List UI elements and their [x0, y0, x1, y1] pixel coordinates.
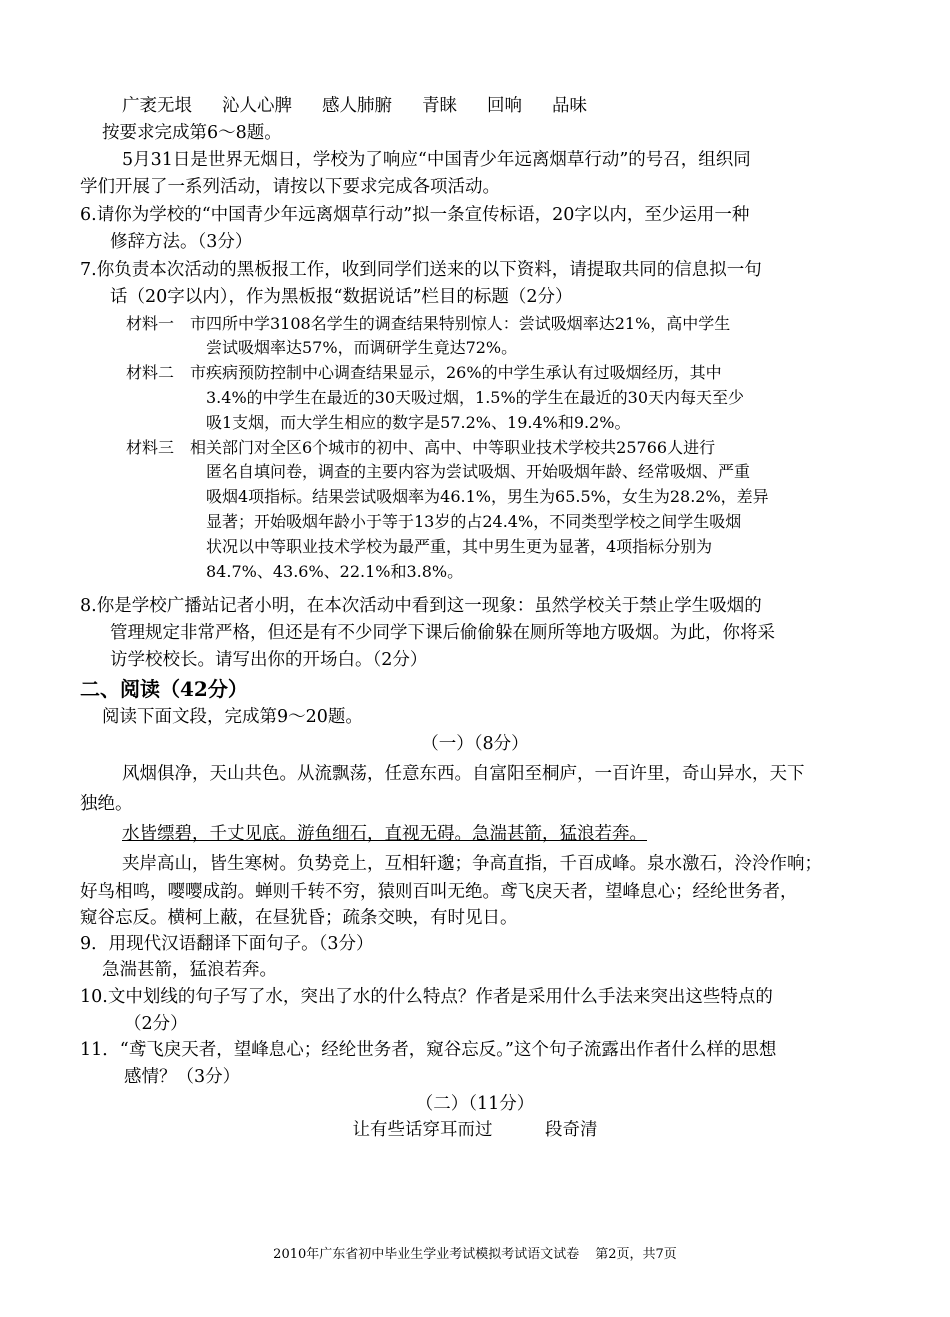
- passage-line: 风烟俱净，天山共色。从流飘荡，任意东西。自富阳至桐庐，一百许里，奇山异水，天下: [122, 764, 805, 784]
- underlined-sentence: 水皆缥碧，千丈见底。游鱼细石，直视无碍。急湍甚箭，猛浪若奔。: [122, 824, 647, 844]
- reading-instruction: 阅读下面文段，完成第9～20题。: [102, 707, 363, 727]
- footer-title: 2010年广东省初中毕业生学业考试模拟考试语文试卷: [273, 1247, 580, 1262]
- question-11: 11．“鸢飞戾天者，望峰息心；经纶世务者，窥谷忘反。”这个句子流露出作者什么样的思想: [80, 1040, 777, 1060]
- question-8: 8.你是学校广播站记者小明，在本次活动中看到这一现象：虽然学校关于禁止学生吸烟的: [80, 596, 762, 616]
- question-10: 10.文中划线的句子写了水，突出了水的什么特点？作者是采用什么手法来突出这些特点的: [80, 987, 773, 1007]
- passage-line: 好鸟相鸣，嘤嘤成韵。蝉则千转不穷，猿则百叫无绝。鸢飞戾天者，望峰息心；经纶世务者，: [80, 882, 798, 902]
- material-3-cont: 状况以中等职业技术学校为最严重，其中男生更为显著，4项指标分别为: [206, 537, 713, 556]
- section-heading: 二、阅读（42分）: [80, 677, 248, 701]
- page-footer: [0, 1246, 950, 1264]
- context-line: 5月31日是世界无烟日，学校为了响应“中国青少年远离烟草行动”的号召，组织同: [122, 150, 751, 170]
- passage-2-title: 让有些话穿耳而过 段奇清: [352, 1120, 598, 1140]
- question-11-cont: 感情？（3分）: [124, 1067, 241, 1087]
- question-9: 9．用现代汉语翻译下面句子。（3分）: [80, 934, 374, 954]
- material-3-cont: 84.7%、43.6%、22.1%和3.8%。: [206, 562, 464, 581]
- instruction-6-8: 按要求完成第6～8题。: [102, 123, 282, 143]
- passage-2-heading: （二）（11分）: [415, 1094, 535, 1114]
- question-9-sentence: 急湍甚箭，猛浪若奔。: [102, 960, 277, 980]
- question-7: 7.你负责本次活动的黑板报工作，收到同学们送来的以下资料，请提取共同的信息拟一句: [80, 260, 762, 280]
- passage-line: 独绝。: [80, 794, 133, 814]
- material-1-cont: 尝试吸烟率达57%，而调研学生竟达72%。: [206, 338, 518, 357]
- question-8-cont: 访学校校长。请写出你的开场白。（2分）: [110, 650, 428, 670]
- question-6-cont: 修辞方法。（3分）: [110, 232, 253, 252]
- material-2: 材料二 市疾病预防控制中心调查结果显示，26%的中学生承认有过吸烟经历，其中: [126, 363, 722, 382]
- context-line: 学们开展了一系列活动，请按以下要求完成各项活动。: [80, 177, 500, 197]
- passage-1-heading: （一）（8分）: [421, 734, 529, 754]
- word-bank-item: 品味: [552, 96, 587, 116]
- material-3: 材料三 相关部门对全区6个城市的初中、高中、中等职业技术学校共25766人进行: [126, 438, 716, 457]
- material-1: 材料一 市四所中学3108名学生的调查结果特别惊人：尝试吸烟率达21%，高中学生: [126, 314, 731, 333]
- passage-line: 夹岸高山，皆生寒树。负势竞上，互相轩邈；争高直指，千百成峰。泉水激石，泠泠作响；: [122, 854, 822, 874]
- word-bank-item: 感人肺腑: [322, 96, 392, 116]
- word-bank-item: 沁人心脾: [222, 96, 292, 116]
- word-bank: [122, 94, 617, 118]
- material-3-cont: 匿名自填问卷，调查的主要内容为尝试吸烟、开始吸烟年龄、经常吸烟、严重: [206, 462, 751, 481]
- question-10-cont: （2分）: [124, 1014, 188, 1034]
- word-bank-item: 回响: [487, 96, 522, 116]
- word-bank-item: 广袤无垠: [122, 96, 192, 116]
- passage-line: 窥谷忘反。横柯上蔽，在昼犹昏；疏条交映，有时见日。: [80, 908, 518, 928]
- word-bank-item: 青睐: [422, 96, 457, 116]
- question-7-cont: 话（20字以内），作为黑板报“数据说话”栏目的标题（2分）: [110, 287, 573, 307]
- material-3-cont: 吸烟4项指标。结果尝试吸烟率为46.1%，男生为65.5%，女生为28.2%，差异: [206, 487, 769, 506]
- material-2-cont: 3.4%的中学生在最近的30天吸过烟，1.5%的学生在最近的30天内每天至少: [206, 388, 745, 407]
- material-3-cont: 显著；开始吸烟年龄小于等于13岁的占24.4%，不同类型学校之间学生吸烟: [206, 512, 742, 531]
- page-number: 第2页，共7页: [595, 1247, 677, 1262]
- question-8-cont: 管理规定非常严格，但还是有不少同学下课后偷偷躲在厕所等地方吸烟。为此，你将采: [110, 623, 775, 643]
- material-2-cont: 吸1支烟，而大学生相应的数字是57.2%、19.4%和9.2%。: [206, 413, 631, 432]
- question-6: 6.请你为学校的“中国青少年远离烟草行动”拟一条宣传标语，20字以内，至少运用一种: [80, 205, 750, 225]
